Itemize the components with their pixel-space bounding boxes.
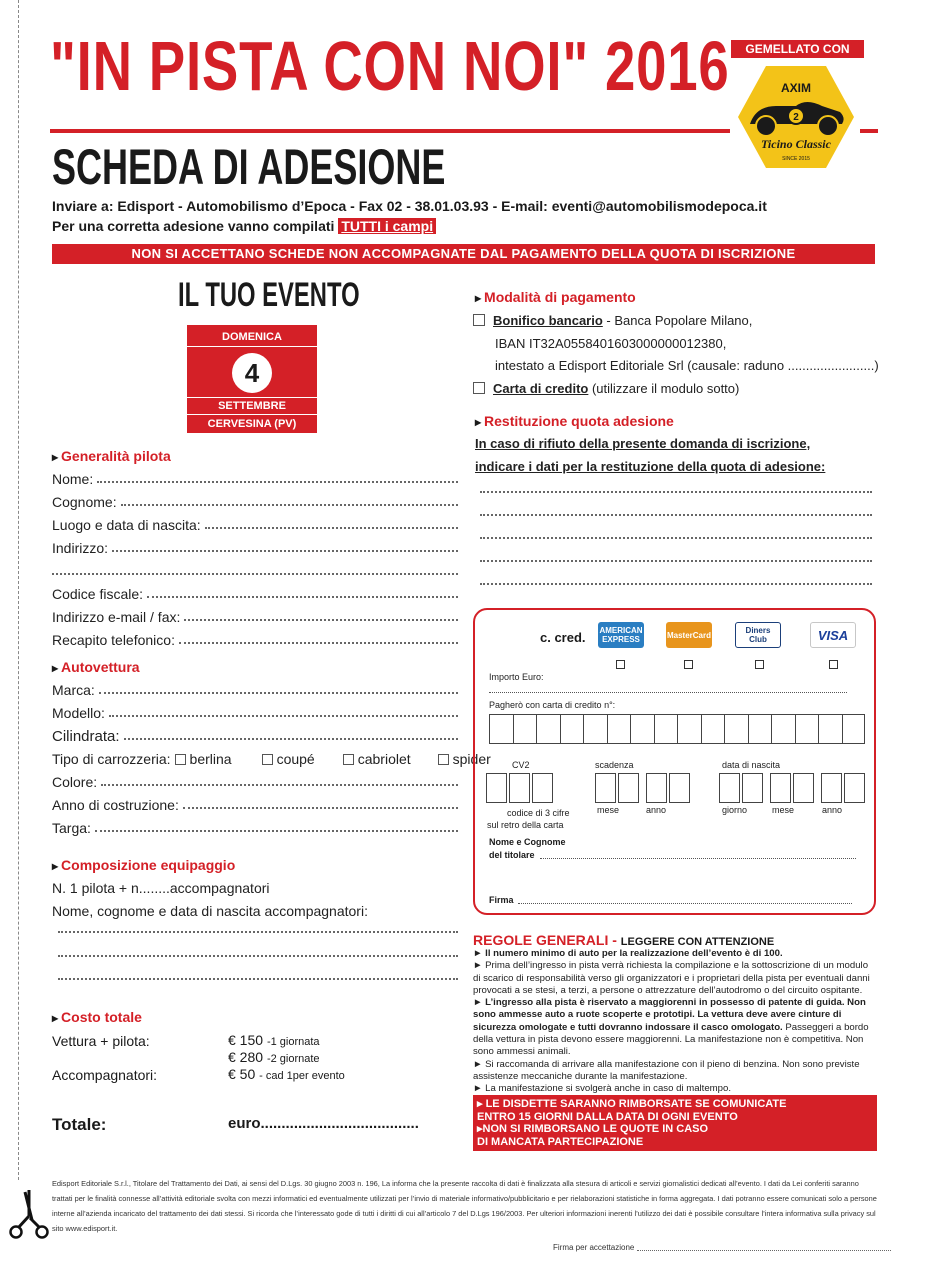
visa-logo: VISA [810,622,856,648]
amex-logo: AMERICAN EXPRESS [598,622,644,648]
card-signature-field[interactable] [518,903,852,904]
refund-note-2: ENTRO 15 GIORNI DALLA DATA DI OGNI EVENTO [477,1110,738,1123]
bank-holder: intestato a Edisport Editoriale Srl (causale: raduno ........................) [495,358,879,373]
rules-title: REGOLE GENERALI - LEGGERE CON ATTENZIONE [473,932,775,948]
amount-field[interactable] [489,692,847,693]
bank-transfer-option[interactable]: Bonifico bancario - Banca Popolare Milano, [473,313,752,328]
car-model-field[interactable]: Modello: [52,705,458,728]
cv2-label: CV2 [512,760,530,770]
holder-field[interactable] [540,858,856,859]
acceptance-signature-label: Firma per accettazione [553,1243,635,1252]
diners-checkbox[interactable] [755,660,764,669]
refund-heading: ▸ Restituzione quota adesione [475,413,674,429]
acceptance-signature[interactable] [553,1243,891,1252]
send-to-line: Inviare a: Edisport - Automobilismo d’Epoca - Fax 02 - 38.01.03.93 - E-mail: eventi@automobilismodepoca.it [52,198,767,214]
mastercard-checkbox[interactable] [684,660,693,669]
total-value-field[interactable]: euro...................................... [228,1115,419,1132]
badge-number: 2 [793,112,799,123]
car-plate-field[interactable]: Targa: [52,820,458,843]
amex-checkbox[interactable] [616,660,625,669]
birth-day-field[interactable] [719,773,765,808]
twinned-label: GEMELLATO CON [731,40,864,58]
expiry-month-label: mese [597,805,620,815]
car-brand-field[interactable]: Marca: [52,682,458,705]
car-body-type [52,751,491,774]
crew-line-2[interactable] [58,955,458,957]
cv2-note-2: sul retro della carta [487,820,564,830]
cut-line [18,0,19,1180]
card-number-field[interactable] [489,714,865,744]
refund-line-e[interactable] [480,583,872,585]
bank-iban: IBAN IT32A0558401603000000012380, [495,336,727,351]
badge-top-text: AXIM [781,81,811,95]
rule-3: ► L’ingresso alla pista è riservato a maggiorenni in possesso di patente di guida. Non sono ammesse auto a ruote scoperte e prototipi. La vettura deve avere cinture di sicurezza omologate e tutti dovranno indossare il casco omologato. Passeggeri a bordo della vettura in pista devono essere maggiorenni. La manifestazione non è competitiva. Non sono ammessi animali. [473,997,869,1058]
rule-1: ► Il numero minimo di auto per la realizzazione dell’evento è di 100. [473,948,783,959]
body-berlina-checkbox[interactable]: berlina [175,751,232,774]
event-place: CERVESINA (PV) [207,418,297,430]
event-day-name: DOMENICA [187,325,317,347]
expiry-year-field[interactable] [646,773,692,808]
rules-text [473,948,876,1096]
amount-label: Importo Euro: [489,672,544,682]
privacy-notice: Edisport Editoriale S.r.l., Titolare del Trattamento dei Dati, ai sensi del D.Lgs. 30 giugno 2003 n. 196, La informa che la presente raccolta di dati è finalizzata alla stesura di articoli e servizi giornalistici dedicati all’evento. I dati da Lei conferiti saranno trattati per le finalità connesse all’attività editoriale svolta con mezzi informatici ed eventualmente utilizzati per l’invio di materiale informativo/pubblicitario e per rielaborazioni statistiche in forma aggregata. I dati potranno essere comunicati solo a persone interne all’azienda incaricato del trattamento dei dati stessi. Si ricorda che l’interessato gode di tutti i diritti di cui all’articolo 7 del D.Lgs 196/2003. Per ulteriori informazioni inerenti l’utilizzo dei dati è possibile consultare l’intera informativa sulla privacy sul sito www.edisport.it. [52,1179,877,1233]
body-coupe-checkbox[interactable]: coupé [262,751,315,774]
pilot-heading: ▸ Generalità pilota [52,448,171,464]
title-rule [50,129,730,133]
crew-line-1[interactable] [58,931,458,933]
expiry-month-field[interactable] [595,773,641,808]
refund-line-a[interactable] [480,491,872,493]
refund-line-d[interactable] [480,560,872,562]
birth-month-label: mese [772,805,795,815]
refund-line-2: indicare i dati per la restituzione della quota di adesione: [475,459,826,474]
refund-note-4: DI MANCATA PARTECIPAZIONE [477,1135,644,1148]
car-year-field[interactable]: Anno di costruzione: [52,797,458,820]
instructions-line [52,218,436,234]
scissors-icon [8,1190,50,1240]
refund-line-1: In caso di rifiuto della presente domanda di iscrizione, [475,436,811,451]
form-subtitle: SCHEDA DI ADESIONE [52,139,446,195]
birth-label: data di nascita [722,760,781,770]
event-title: IL TUO EVENTO [178,276,360,314]
ticino-classic-logo [736,62,856,172]
mastercard-logo: MasterCard [666,622,712,648]
badge-since: SINCE 2015 [782,156,810,162]
card-number-label: Pagherò con carta di credito n°: [489,700,616,710]
crew-names-label: Nome, cognome e data di nascita accompagnatori: [52,903,368,919]
badge-name: Ticino Classic [761,137,831,151]
car-pilot-label: Vettura + pilota: [52,1033,150,1049]
refund-note-3: ▸NON SI RIMBORSANO LE QUOTE IN CASO [477,1123,709,1135]
title-rule-end [860,129,878,133]
price-two-days: € 280 -2 giornate [228,1049,320,1065]
diners-logo: Diners Club [735,622,781,648]
pilot-phone-field[interactable]: Recapito telefonico: [52,632,458,655]
event-month: SETTEMBRE [187,397,317,415]
pilot-address-field-2[interactable] [52,563,458,586]
crew-line-3[interactable] [58,978,458,980]
total-label: Totale: [52,1115,107,1134]
car-displacement-field[interactable]: Cilindrata: [52,728,458,751]
credit-card-option[interactable]: Carta di credito (utilizzare il modulo sotto) [473,381,739,396]
car-fields [52,682,491,843]
instructions-highlight: TUTTI i campi [338,218,436,234]
refund-line-b[interactable] [480,514,872,516]
event-date-box [187,325,317,433]
price-companion: € 50 - cad 1per evento [228,1066,345,1082]
birth-month-field[interactable] [770,773,816,808]
pilot-taxcode-field[interactable]: Codice fiscale: [52,586,458,609]
pilot-surname-field[interactable]: Cognome: [52,494,458,517]
car-heading: ▸ Autovettura [52,659,140,675]
cv2-note-1: codice di 3 cifre [507,808,570,818]
rule-4: ► Si raccomanda di arrivare alla manifestazione con il pieno di benzina. Non sono previste assistenze meccaniche durante la manifestazione. [473,1058,860,1082]
event-day-number: 4 [232,353,272,393]
pilot-email-field[interactable]: Indirizzo e-mail / fax: [52,609,458,632]
pilot-address-field[interactable]: Indirizzo: [52,540,458,563]
expiry-year-label: anno [646,805,667,815]
payment-heading: ▸ Modalità di pagamento [475,289,636,305]
crew-count-line[interactable]: N. 1 pilota + n........accompagnatori [52,880,270,896]
cost-heading: ▸ Costo totale [52,1009,142,1025]
body-spider-checkbox[interactable]: spider [438,751,491,774]
rule-2: ► Prima dell’ingresso in pista verrà richiesta la compilazione e la sottoscrizione di un modulo di scarico di responsabilità verso gli organizzatori e i proprietari della pista per eventuali danni provocati a se stesi, a terzi, a persone o attrezzature dell’autodromo o del circuito ospitante. [473,960,870,996]
pilot-name-field[interactable]: Nome: [52,471,458,494]
holder-label-2: del titolare [489,850,535,860]
refund-note-1: ▸ LE DISDETTE SARANNO RIMBORSATE SE COMUNICATE [477,1098,787,1110]
companions-label: Accompagnatori: [52,1067,158,1083]
price-one-day: € 150 -1 giornata [228,1032,320,1048]
visa-checkbox[interactable] [829,660,838,669]
birth-year-label: anno [822,805,843,815]
body-cabriolet-checkbox[interactable]: cabriolet [343,751,411,774]
instructions-text: Per una corretta adesione vanno compilati [52,218,339,234]
refund-line-c[interactable] [480,537,872,539]
refund-policy-box [473,1095,877,1151]
crew-heading: ▸ Composizione equipaggio [52,857,235,873]
main-title: "IN PISTA CON NOI" 2016 [50,27,730,105]
birth-year-field[interactable] [821,773,867,808]
pilot-fields [52,471,458,655]
rule-5: ► La manifestazione si svolgerà anche in caso di maltempo. [473,1083,732,1095]
car-color-field[interactable]: Colore: [52,774,458,797]
card-label: c. cred. [540,630,586,645]
cv2-field[interactable] [486,773,555,808]
birth-day-label: giorno [722,805,748,815]
expiry-label: scadenza [595,760,634,770]
credit-card-form [473,608,876,915]
pilot-birth-field[interactable]: Luogo e data di nascita: [52,517,458,540]
car-body-label: Tipo di carrozzeria: [52,751,171,767]
card-signature-label: Firma [489,895,514,905]
payment-warning-banner: NON SI ACCETTANO SCHEDE NON ACCOMPAGNATE DAL PAGAMENTO DELLA QUOTA DI ISCRIZIONE [52,244,875,264]
holder-label-1: Nome e Cognome [489,837,566,847]
